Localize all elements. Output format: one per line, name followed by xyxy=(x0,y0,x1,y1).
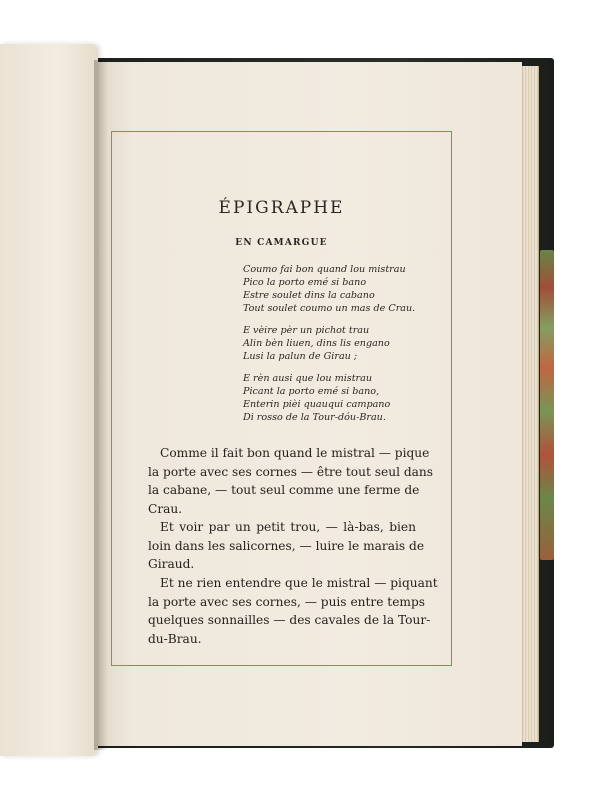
verse-line: Di rosso de la Tour-dóu-Brau. xyxy=(243,412,386,423)
prose-line: Et voir par un petit trou, — là-bas, bien xyxy=(160,520,416,534)
verse-line: Tout soulet coumo un mas de Crau. xyxy=(243,303,416,314)
french-paragraph-2 xyxy=(148,518,425,574)
verse-line: Pico la porto emé si bano xyxy=(243,277,367,288)
french-paragraph-1 xyxy=(148,444,434,518)
gutter-shadow xyxy=(94,60,108,750)
prose-line: Et ne rien entendre que le mistral — piquant xyxy=(160,576,438,590)
prose-line: la cabane, — tout seul comme une ferme de xyxy=(148,483,420,498)
prose-line: Crau. xyxy=(148,501,183,516)
provencal-stanza-1 xyxy=(243,263,453,315)
page-title: ÉPIGRAPHE xyxy=(218,198,345,218)
marbled-edge-decoration xyxy=(540,250,554,560)
verse-line: Estre soulet dins la cabano xyxy=(243,290,375,301)
prose-line: du-Brau. xyxy=(148,631,202,646)
verse-line: Coumo fai bon quand lou mistrau xyxy=(243,264,406,275)
prose-line: la porte avec ses cornes — être tout seul dans xyxy=(148,464,434,479)
page-fore-edge xyxy=(520,66,539,742)
prose-line: Giraud. xyxy=(148,557,195,572)
prose-line: loin dans les salicornes, — luire le marais de xyxy=(148,538,425,553)
verse-line: E vèire pèr un pichot trau xyxy=(243,325,370,336)
prose-line: Comme il fait bon quand le mistral — pique xyxy=(160,446,430,460)
verse-line: Alin bèn liuen, dins lis engano xyxy=(243,338,390,349)
prose-line: la porte avec ses cornes, — puis entre temps xyxy=(148,594,426,609)
provencal-stanza-2 xyxy=(243,324,453,363)
provencal-stanza-3 xyxy=(243,372,453,424)
poem-subtitle: EN CAMARGUE xyxy=(235,238,328,248)
french-paragraph-3 xyxy=(148,574,438,648)
verse-line: Picant la porto emé si bano, xyxy=(243,386,380,397)
verse-line: Lusi la palun de Girau ; xyxy=(243,351,358,362)
verse-line: Enterin pièi quauqui campano xyxy=(243,399,391,410)
verse-line: E rèn ausi que lou mistrau xyxy=(243,373,373,384)
left-page xyxy=(0,44,98,756)
prose-line: quelques sonnailles — des cavales de la Tour- xyxy=(148,613,431,628)
